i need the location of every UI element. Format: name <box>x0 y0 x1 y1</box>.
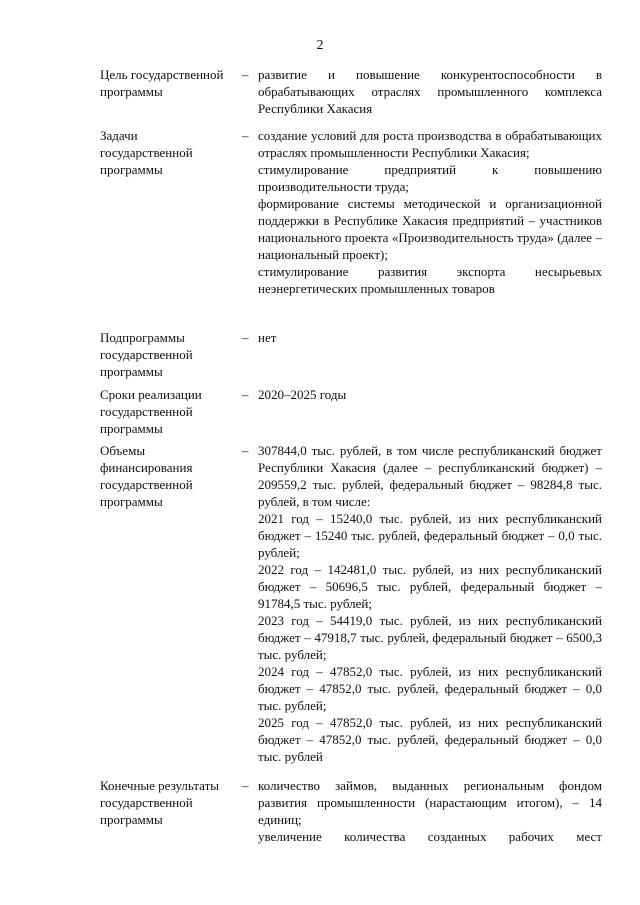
content-paragraph: 2021 год – 15240,0 тыс. рублей, из них республиканский бюджет – 15240 тыс. рублей, федеральный бюджет – 0,0 тыс. рублей; <box>258 511 602 560</box>
page-number: 2 <box>316 38 324 53</box>
row-content <box>258 66 602 117</box>
row-label: Сроки реализации государственной программы <box>100 387 202 436</box>
content-paragraph: нет <box>258 330 277 345</box>
content-paragraph: 2020–2025 годы <box>258 387 347 402</box>
row-dash: – <box>242 387 249 402</box>
content-paragraph: 2023 год – 54419,0 тыс. рублей, из них республиканский бюджет – 47918,7 тыс. рублей, федеральный бюджет – 6500,3 тыс. рублей; <box>258 613 602 662</box>
row-content <box>258 777 602 845</box>
content-paragraph: 307844,0 тыс. рублей, в том числе республиканский бюджет Республики Хакасия (далее – республиканский бюджет) – 209559,2 тыс. рублей, федеральный бюджет – 98284,8 тыс. рублей, в том числе: <box>258 443 602 509</box>
row-content <box>258 386 602 403</box>
row-dash: – <box>242 67 249 82</box>
content-paragraph: 2025 год – 47852,0 тыс. рублей, из них республиканский бюджет – 47852,0 тыс. рублей, федеральный бюджет – 0,0 тыс. рублей <box>258 715 602 764</box>
passport-row-funding <box>100 442 602 765</box>
row-label: Цель государственной программы <box>100 67 224 99</box>
passport-row-goal <box>100 66 602 117</box>
content-paragraph: создание условий для роста производства в обрабатывающих отраслях промышленности Республики Хакасия; <box>258 128 602 160</box>
passport-row-results <box>100 777 602 845</box>
content-paragraph: 2022 год – 142481,0 тыс. рублей, из них республиканский бюджет – 50696,5 тыс. рублей, федеральный бюджет – 91784,5 тыс. рублей; <box>258 562 602 611</box>
content-paragraph: стимулирование предприятий к повышению производительности труда; <box>258 162 602 194</box>
row-content <box>258 442 602 765</box>
row-label: Подпрограммы государственной программы <box>100 330 193 379</box>
passport-row-subprograms <box>100 329 602 380</box>
row-label: Конечные результаты государственной программы <box>100 778 220 827</box>
row-dash: – <box>242 778 249 793</box>
content-paragraph: 2024 год – 47852,0 тыс. рублей, из них республиканский бюджет – 47852,0 тыс. рублей, федеральный бюджет – 0,0 тыс. рублей; <box>258 664 602 713</box>
row-dash: – <box>242 128 249 143</box>
row-dash: – <box>242 330 249 345</box>
passport-row-tasks <box>100 127 602 297</box>
content-paragraph: формирование системы методической и организационной поддержки в Республике Хакасия предприятий – участников национального проекта «Производительность труда» (далее – национальный проект); <box>258 196 602 262</box>
content-paragraph: количество займов, выданных региональным фондом развития промышленности (нарастающим итогом), – 14 единиц; <box>258 778 602 827</box>
content-paragraph: развитие и повышение конкурентоспособности в обрабатывающих отраслях промышленного комплекса Республики Хакасия <box>258 67 602 116</box>
content-paragraph: увеличение количества созданных рабочих мест <box>258 829 602 844</box>
content-paragraph: стимулирование развития экспорта несырьевых неэнергетических промышленных товаров <box>258 264 602 296</box>
row-content <box>258 127 602 297</box>
row-label: Объемы финансирования государственной программы <box>100 443 193 509</box>
row-dash: – <box>242 443 249 458</box>
row-label: Задачи государственной программы <box>100 128 193 177</box>
row-content <box>258 329 602 346</box>
passport-row-timeline <box>100 386 602 437</box>
